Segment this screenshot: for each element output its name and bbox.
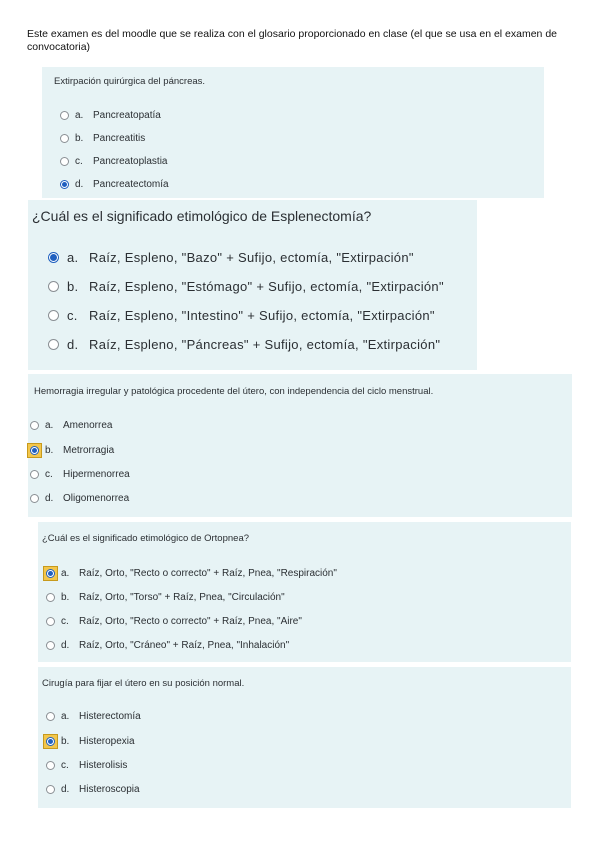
option-label: Raíz, Espleno, "Estómago" + Sufijo, ectomía, "Extirpación" xyxy=(89,279,444,294)
radio-wrap xyxy=(58,155,71,168)
radio-wrap xyxy=(44,735,57,748)
option-d[interactable] xyxy=(44,783,140,796)
radio-button[interactable] xyxy=(46,761,55,770)
question-card-3 xyxy=(28,374,572,517)
option-letter: a. xyxy=(61,711,70,722)
radio-wrap xyxy=(44,759,57,772)
option-c[interactable] xyxy=(46,308,435,323)
question-text: Cirugía para fijar el útero en su posición normal. xyxy=(42,678,245,689)
option-b[interactable] xyxy=(44,735,135,748)
radio-button[interactable] xyxy=(46,641,55,650)
radio-button[interactable] xyxy=(60,157,69,166)
radio-wrap xyxy=(46,337,61,352)
option-b[interactable] xyxy=(46,279,444,294)
option-letter: a. xyxy=(67,250,79,265)
option-b[interactable] xyxy=(58,132,145,145)
option-label: Pancreatoplastia xyxy=(93,156,168,167)
option-d[interactable] xyxy=(44,639,289,652)
option-label: Histerolisis xyxy=(79,760,128,771)
intro-text: Este examen es del moodle que se realiza con el glosario proporcionado en clase (el que se usa en el examen de convocatoria) xyxy=(27,28,557,53)
option-letter: b. xyxy=(61,592,70,603)
radio-wrap xyxy=(58,109,71,122)
radio-wrap xyxy=(46,279,61,294)
question-text: Extirpación quirúrgica del páncreas. xyxy=(54,76,206,87)
radio-button[interactable] xyxy=(60,134,69,143)
option-label: Oligomenorrea xyxy=(63,493,130,504)
option-letter: b. xyxy=(75,133,84,144)
option-letter: d. xyxy=(75,179,84,190)
option-a[interactable] xyxy=(46,250,414,265)
radio-wrap xyxy=(44,615,57,628)
radio-button[interactable] xyxy=(30,421,39,430)
radio-button[interactable] xyxy=(48,281,59,292)
option-label: Raíz, Espleno, "Páncreas" + Sufijo, ectomía, "Extirpación" xyxy=(89,337,441,352)
radio-wrap xyxy=(28,444,41,457)
radio-wrap xyxy=(58,132,71,145)
option-letter: a. xyxy=(61,568,70,579)
radio-button[interactable] xyxy=(46,617,55,626)
option-letter: d. xyxy=(61,640,70,651)
option-d[interactable] xyxy=(28,492,129,505)
radio-wrap xyxy=(44,567,57,580)
radio-button[interactable] xyxy=(48,252,59,263)
option-letter: b. xyxy=(45,445,54,456)
radio-wrap xyxy=(44,783,57,796)
radio-wrap xyxy=(44,591,57,604)
question-text: ¿Cuál es el significado etimológico de Ortopnea? xyxy=(42,533,250,544)
question-card-1 xyxy=(42,67,544,198)
option-d[interactable] xyxy=(46,337,440,352)
option-letter: a. xyxy=(45,420,54,431)
radio-button[interactable] xyxy=(48,310,59,321)
option-letter: c. xyxy=(61,616,69,627)
option-a[interactable] xyxy=(44,710,141,723)
option-letter: c. xyxy=(61,760,69,771)
question-text: Hemorragia irregular y patológica procedente del útero, con independencia del ciclo menstrual. xyxy=(34,386,434,397)
radio-button[interactable] xyxy=(46,737,55,746)
radio-button[interactable] xyxy=(46,569,55,578)
option-letter: c. xyxy=(67,308,78,323)
option-label: Raíz, Espleno, "Bazo" + Sufijo, ectomía, "Extirpación" xyxy=(89,250,414,265)
radio-button[interactable] xyxy=(30,494,39,503)
option-label: Raíz, Espleno, "Intestino" + Sufijo, ectomía, "Extirpación" xyxy=(89,308,435,323)
option-c[interactable] xyxy=(28,468,130,481)
option-letter: c. xyxy=(45,469,53,480)
radio-button[interactable] xyxy=(48,339,59,350)
radio-button[interactable] xyxy=(60,111,69,120)
option-label: Raíz, Orto, "Cráneo" + Raíz, Pnea, "Inhalación" xyxy=(79,640,290,651)
option-label: Raíz, Orto, "Recto o correcto" + Raíz, Pnea, "Respiración" xyxy=(79,568,337,579)
radio-wrap xyxy=(28,492,41,505)
option-label: Hipermenorrea xyxy=(63,469,130,480)
option-label: Metrorragia xyxy=(63,445,115,456)
radio-wrap xyxy=(46,250,61,265)
option-letter: a. xyxy=(75,110,84,121)
question-card-4 xyxy=(38,522,571,662)
option-letter: d. xyxy=(45,493,54,504)
option-d[interactable] xyxy=(58,178,169,191)
option-label: Raíz, Orto, "Torso" + Raíz, Pnea, "Circulación" xyxy=(79,592,285,603)
option-a[interactable] xyxy=(28,419,112,432)
radio-wrap xyxy=(44,710,57,723)
option-a[interactable] xyxy=(58,109,161,122)
option-label: Histeropexia xyxy=(79,736,135,747)
option-c[interactable] xyxy=(44,615,302,628)
radio-button[interactable] xyxy=(46,785,55,794)
radio-wrap xyxy=(28,419,41,432)
radio-wrap xyxy=(44,639,57,652)
radio-button[interactable] xyxy=(46,712,55,721)
radio-button[interactable] xyxy=(60,180,69,189)
option-c[interactable] xyxy=(44,759,127,772)
option-letter: c. xyxy=(75,156,83,167)
radio-wrap xyxy=(58,178,71,191)
option-label: Pancreatitis xyxy=(93,133,146,144)
option-letter: d. xyxy=(61,784,70,795)
option-label: Amenorrea xyxy=(63,420,113,431)
radio-wrap xyxy=(46,308,61,323)
option-label: Pancreatopatía xyxy=(93,110,161,121)
option-b[interactable] xyxy=(28,444,114,457)
option-c[interactable] xyxy=(58,155,168,168)
option-letter: d. xyxy=(67,337,79,352)
option-label: Pancreatectomía xyxy=(93,179,169,190)
question-card-5 xyxy=(38,667,571,808)
radio-button[interactable] xyxy=(30,446,39,455)
option-b[interactable] xyxy=(44,591,285,604)
option-label: Raíz, Orto, "Recto o correcto" + Raíz, Pnea, "Aire" xyxy=(79,616,302,627)
option-label: Histerectomía xyxy=(79,711,141,722)
radio-button[interactable] xyxy=(30,470,39,479)
question-text: ¿Cuál es el significado etimológico de Esplenectomía? xyxy=(32,208,372,224)
radio-wrap xyxy=(28,468,41,481)
option-letter: b. xyxy=(61,736,70,747)
radio-button[interactable] xyxy=(46,593,55,602)
option-a[interactable] xyxy=(44,567,337,580)
option-letter: b. xyxy=(67,279,79,294)
option-label: Histeroscopia xyxy=(79,784,140,795)
question-card-2 xyxy=(28,200,477,370)
